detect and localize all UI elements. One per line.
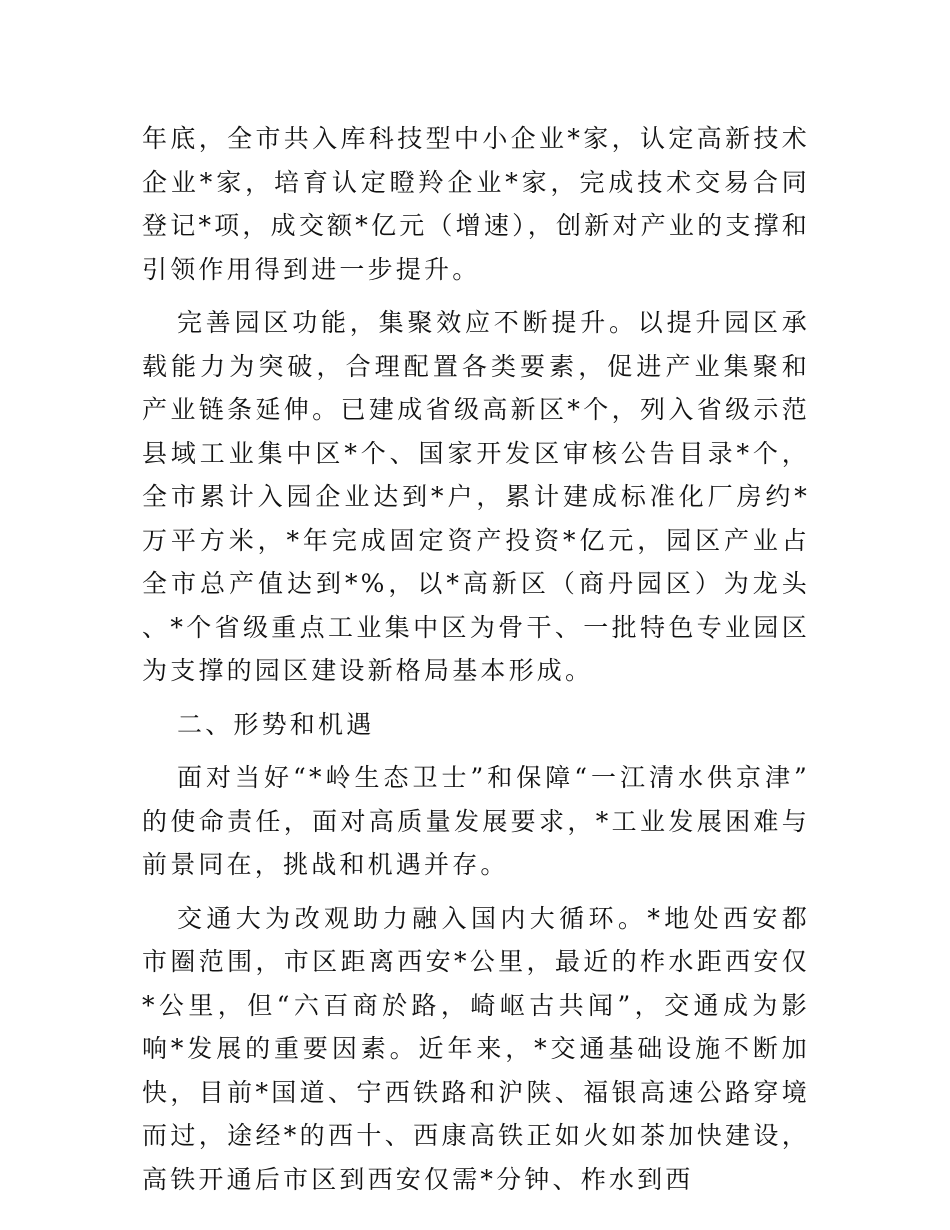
paragraph-transport: 交通大为改观助力融入国内大循环。*地处西安都市圈范围，市区距离西安*公里，最近的柞水距西安仅*公里，但“六百商於路，崎岖古共闻”，交通成为影响*发展的重要因素。近年来，*交通基础设施不断加快，目前*国道、宁西铁路和沪陕、福银高速公路穿境而过，途经*的西十、西康高铁正如火如茶加快建设，高铁开通后市区到西安仅需*分钟、柞水到西 [142,903,810,1194]
paragraph-challenges: 面对当好“*岭生态卫士”和保障“一江清水供京津”的使命责任，面对高质量发展要求，*工业发展困难与前景同在，挑战和机遇并存。 [142,763,810,879]
section-heading: 二、形势和机遇 [177,709,375,739]
paragraph-continuation: 年底，全市共入库科技型中小企业*家，认定高新技术企业*家，培育认定瞪羚企业*家，完成技术交易合同登记*项，成交额*亿元（增速），创新对产业的支撑和引领作用得到进一步提升。 [142,124,810,284]
paragraph-park-function: 完善园区功能，集聚效应不断提升。以提升园区承载能力为突破，合理配置各类要素，促进产业集聚和产业链条延伸。已建成省级高新区*个，列入省级示范县域工业集中区*个、国家开发区审核公告目录*个，全市累计入园企业达到*户，累计建成标准化厂房约*万平方米，*年完成固定资产投资*亿元，园区产业占全市总产值达到*%，以*高新区（商丹园区）为龙头、*个省级重点工业集中区为骨干、一批特色专业园区为支撑的园区建设新格局基本形成。 [142,308,810,685]
document-body [142,117,810,1211]
